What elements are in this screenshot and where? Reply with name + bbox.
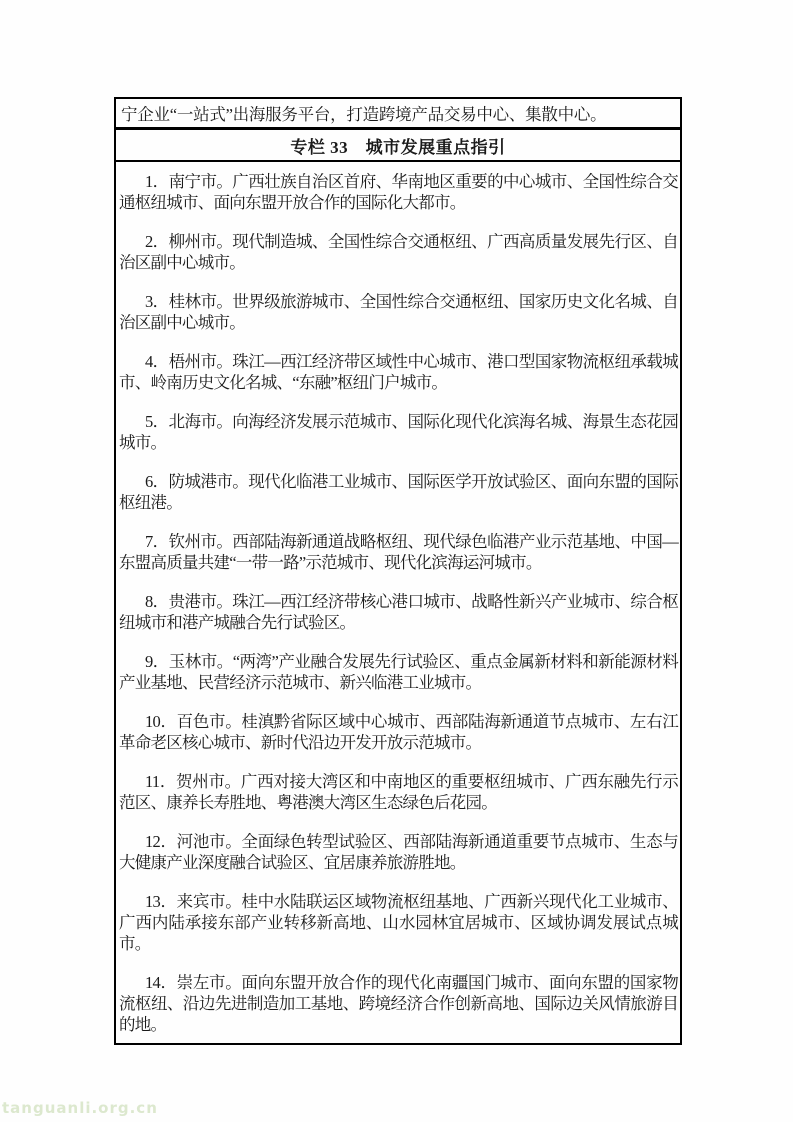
city-item: 2．柳州市。现代制造城、全国性综合交通枢纽、广西高质量发展先行区、自治区副中心城市。 xyxy=(119,232,678,272)
city-item: 13．来宾市。桂中水陆联运区域物流枢纽基地、广西新兴现代化工业城市、广西内陆承接东部产业转移新高地、山水园林宜居城市、区域协调发展试点城市。 xyxy=(119,892,678,953)
city-item: 8．贵港市。珠江—西江经济带核心港口城市、战略性新兴产业城市、综合枢纽城市和港产城融合先行试验区。 xyxy=(119,592,678,632)
column-33-box xyxy=(114,97,682,1045)
city-item: 7．钦州市。西部陆海新通道战略枢纽、现代绿色临港产业示范基地、中国—东盟高质量共建“一带一路”示范城市、现代化滨海运河城市。 xyxy=(119,532,678,572)
previous-section-continuation-row xyxy=(116,99,680,130)
box-header-row xyxy=(116,130,680,162)
site-watermark: tanguanli.org.cn xyxy=(2,1099,158,1117)
city-item: 10．百色市。桂滇黔省际区域中心城市、西部陆海新通道节点城市、左右江革命老区核心城市、新时代沿边开发开放示范城市。 xyxy=(119,712,678,752)
city-item: 5．北海市。向海经济发展示范城市、国际化现代化滨海名城、海景生态花园城市。 xyxy=(119,412,678,452)
city-item: 3．桂林市。世界级旅游城市、全国性综合交通枢纽、国家历史文化名城、自治区副中心城市。 xyxy=(119,292,678,332)
city-item: 9．玉林市。“两湾”产业融合发展先行试验区、重点金属新材料和新能源材料产业基地、民营经济示范城市、新兴临港工业城市。 xyxy=(119,652,678,692)
box-title: 专栏 33 城市发展重点指引 xyxy=(290,137,506,157)
continuation-text: 宁企业“一站式”出海服务平台，打造跨境产品交易中心、集散中心。 xyxy=(121,105,607,124)
city-item: 14．崇左市。面向东盟开放合作的现代化南疆国门城市、面向东盟的国家物流枢纽、沿边先进制造加工基地、跨境经济合作创新高地、国际边关风情旅游目的地。 xyxy=(119,973,678,1034)
box-body xyxy=(116,162,680,1043)
city-item: 4．梧州市。珠江—西江经济带区域性中心城市、港口型国家物流枢纽承载城市、岭南历史文化名城、“东融”枢纽门户城市。 xyxy=(119,352,678,392)
city-item: 1．南宁市。广西壮族自治区首府、华南地区重要的中心城市、全国性综合交通枢纽城市、面向东盟开放合作的国际化大都市。 xyxy=(119,172,678,212)
city-item: 12．河池市。全面绿色转型试验区、西部陆海新通道重要节点城市、生态与大健康产业深度融合试验区、宜居康养旅游胜地。 xyxy=(119,832,678,872)
city-item: 6．防城港市。现代化临港工业城市、国际医学开放试验区、面向东盟的国际枢纽港。 xyxy=(119,472,678,512)
city-item: 11．贺州市。广西对接大湾区和中南地区的重要枢纽城市、广西东融先行示范区、康养长寿胜地、粤港澳大湾区生态绿色后花园。 xyxy=(119,772,678,812)
